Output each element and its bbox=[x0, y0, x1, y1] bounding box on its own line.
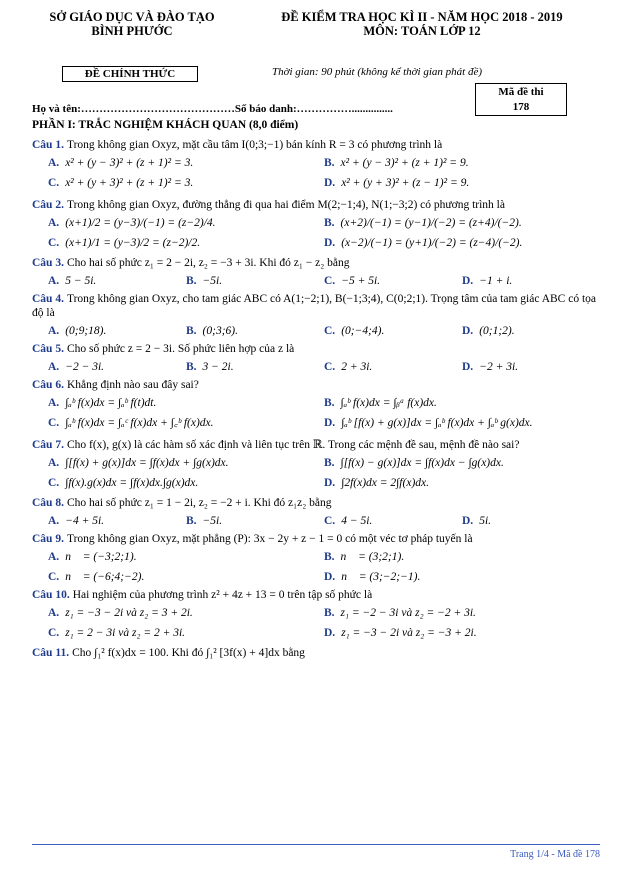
option-text: −4 + 5i. bbox=[65, 515, 105, 527]
option-text: (0;9;18). bbox=[65, 325, 107, 337]
exam-code-value: 178 bbox=[512, 101, 530, 113]
question-10 bbox=[32, 588, 600, 640]
answer-options bbox=[48, 396, 600, 430]
option-letter: A. bbox=[48, 397, 60, 409]
question-label: Câu 2. bbox=[32, 199, 64, 211]
option-letter: D. bbox=[324, 237, 336, 249]
answer-options bbox=[48, 216, 600, 250]
option-letter: B. bbox=[186, 275, 197, 287]
option-text: 4 − 5i. bbox=[341, 515, 373, 527]
answer-option[interactable] bbox=[48, 570, 324, 584]
option-text: n⃗ = (−6;4;−2). bbox=[65, 571, 145, 583]
question-8 bbox=[32, 496, 600, 528]
option-text: −2 + 3i. bbox=[479, 361, 519, 373]
answer-option[interactable] bbox=[186, 514, 324, 528]
answer-option[interactable] bbox=[324, 396, 600, 410]
option-letter: D. bbox=[324, 571, 336, 583]
option-letter: A. bbox=[48, 457, 60, 469]
option-letter: B. bbox=[186, 361, 197, 373]
answer-option[interactable] bbox=[324, 216, 600, 230]
department-block bbox=[32, 10, 232, 38]
option-letter: C. bbox=[324, 515, 336, 527]
answer-option[interactable] bbox=[324, 176, 600, 190]
option-text: x² + (y + 3)² + (z + 1)² = 3. bbox=[65, 177, 194, 189]
answer-option[interactable] bbox=[48, 274, 186, 288]
option-letter: A. bbox=[48, 325, 60, 337]
answer-option[interactable] bbox=[186, 360, 324, 374]
answer-option[interactable] bbox=[48, 550, 324, 564]
question-5 bbox=[32, 342, 600, 374]
option-text: −2 − 3i. bbox=[65, 361, 105, 373]
option-text: ∫ₐᵇ f(x)dx = ∫ᵦᵃ f(x)dx. bbox=[340, 397, 437, 409]
answer-options bbox=[48, 606, 600, 640]
question-7 bbox=[32, 438, 600, 490]
option-text: ∫[f(x) − g(x)]dx = ∫f(x)dx − ∫g(x)dx. bbox=[340, 457, 504, 469]
answer-option[interactable] bbox=[48, 456, 324, 470]
option-text: ∫ₐᵇ [f(x) + g(x)]dx = ∫ₐᵇ f(x)dx + ∫ₐᵇ g(x)dx. bbox=[341, 417, 533, 429]
subject-title: MÔN: TOÁN LỚP 12 bbox=[363, 24, 481, 38]
answer-options bbox=[48, 324, 600, 338]
question-6 bbox=[32, 378, 600, 430]
option-letter: D. bbox=[462, 275, 474, 287]
option-text: n⃗ = (3;−2;−1). bbox=[341, 571, 421, 583]
answer-option[interactable] bbox=[462, 324, 600, 338]
exam-code-box bbox=[475, 83, 567, 116]
question-text: Trong không gian Oxyz, cho tam giác ABC có A(1;−2;1), B(−1;3;4), C(0;2;1). Trọng tâm của tam giác ABC có tọa độ là bbox=[32, 293, 596, 319]
option-text: (x+1)/2 = (y−3)/(−1) = (z−2)/4. bbox=[65, 217, 216, 229]
option-text: 2 + 3i. bbox=[341, 361, 373, 373]
option-text: (x−2)/(−1) = (y+1)/(−2) = (z−4)/(−2). bbox=[341, 237, 523, 249]
exam-title: ĐỀ KIỂM TRA HỌC KÌ II - NĂM HỌC 2018 - 2019 bbox=[281, 10, 563, 24]
option-text: z₁ = −3 − 2i và z₂ = 3 + 2i. bbox=[65, 607, 193, 619]
answer-option[interactable] bbox=[324, 274, 462, 288]
question-text: Trong không gian Oxyz, mặt phẳng (P): 3x − 2y + z − 1 = 0 có một véc tơ pháp tuyến là bbox=[66, 533, 473, 545]
question-4 bbox=[32, 292, 600, 338]
option-text: 3 − 2i. bbox=[202, 361, 234, 373]
answer-option[interactable] bbox=[48, 360, 186, 374]
answer-option[interactable] bbox=[324, 514, 462, 528]
question-text: Trong không gian Oxyz, mặt cầu tâm I(0;3;−1) bán kính R = 3 có phương trình là bbox=[66, 139, 443, 151]
option-letter: C. bbox=[324, 325, 336, 337]
option-letter: B. bbox=[324, 217, 335, 229]
option-letter: B. bbox=[324, 397, 335, 409]
option-text: (0;1;2). bbox=[479, 325, 515, 337]
answer-option[interactable] bbox=[324, 236, 600, 250]
question-3 bbox=[32, 256, 600, 288]
option-text: −1 + i. bbox=[479, 275, 513, 287]
question-label: Câu 8. bbox=[32, 497, 64, 509]
option-letter: C. bbox=[48, 417, 60, 429]
option-letter: B. bbox=[186, 515, 197, 527]
question-text: Cho hai số phức z₁ = 1 − 2i, z₂ = −2 + i. Khi đó z₁z₂ bằng bbox=[66, 497, 332, 509]
question-text: Cho số phức z = 2 − 3i. Số phức liên hợp của z là bbox=[66, 343, 295, 355]
question-label: Câu 6. bbox=[32, 379, 64, 391]
answer-option[interactable] bbox=[324, 476, 600, 490]
question-label: Câu 5. bbox=[32, 343, 64, 355]
option-text: z₁ = −3 − 2i và z₂ = −3 + 2i. bbox=[341, 627, 477, 639]
option-letter: C. bbox=[48, 571, 60, 583]
option-letter: D. bbox=[324, 177, 336, 189]
option-letter: D. bbox=[462, 361, 474, 373]
question-label: Câu 9. bbox=[32, 533, 64, 545]
option-letter: A. bbox=[48, 551, 60, 563]
page-header bbox=[32, 10, 600, 58]
question-text: Hai nghiệm của phương trình z² + 4z + 13 = 0 trên tập số phức là bbox=[72, 589, 373, 601]
answer-options bbox=[48, 360, 600, 374]
option-text: −5i. bbox=[202, 515, 223, 527]
option-letter: C. bbox=[48, 177, 60, 189]
question-1 bbox=[32, 138, 600, 190]
option-letter: B. bbox=[324, 551, 335, 563]
province-name: BÌNH PHƯỚC bbox=[91, 24, 173, 38]
option-text: (x+1)/1 = (y−3)/2 = (z−2)/2. bbox=[65, 237, 201, 249]
option-letter: D. bbox=[324, 417, 336, 429]
option-letter: C. bbox=[324, 275, 336, 287]
option-letter: D. bbox=[324, 477, 336, 489]
time-note: Thời gian: 90 phút (không kể thời gian phát đề) bbox=[272, 66, 483, 78]
candidate-info-line: Họ và tên:……………………………………Số báo danh:……………............... bbox=[32, 103, 393, 115]
option-text: n⃗ = (3;2;1). bbox=[340, 551, 405, 563]
answer-option[interactable] bbox=[48, 416, 324, 430]
answer-option[interactable] bbox=[48, 606, 324, 620]
answer-options bbox=[48, 274, 600, 288]
option-text: −5 + 5i. bbox=[341, 275, 381, 287]
option-text: ∫f(x).g(x)dx = ∫f(x)dx.∫g(x)dx. bbox=[65, 477, 199, 489]
option-text: −5i. bbox=[202, 275, 223, 287]
option-letter: D. bbox=[462, 515, 474, 527]
answer-option[interactable] bbox=[48, 514, 186, 528]
option-text: n⃗ = (−3;2;1). bbox=[65, 551, 137, 563]
question-list bbox=[32, 138, 600, 660]
answer-option[interactable] bbox=[186, 274, 324, 288]
option-text: 5 − 5i. bbox=[65, 275, 97, 287]
option-text: 5i. bbox=[479, 515, 492, 527]
question-text: Cho f(x), g(x) là các hàm số xác định và liên tục trên ℝ. Trong các mệnh đề sau, mệnh đề nào sai? bbox=[66, 439, 520, 451]
question-label: Câu 4. bbox=[32, 293, 64, 305]
answer-options bbox=[48, 156, 600, 190]
option-letter: A. bbox=[48, 607, 60, 619]
question-label: Câu 3. bbox=[32, 257, 64, 269]
answer-option[interactable] bbox=[324, 606, 600, 620]
option-text: x² + (y − 3)² + (z + 1)² = 3. bbox=[65, 157, 194, 169]
answer-option[interactable] bbox=[324, 156, 600, 170]
exam-title-block bbox=[242, 10, 602, 38]
page-footer: Trang 1/4 - Mã đề 178 bbox=[32, 844, 600, 860]
option-text: ∫[f(x) + g(x)]dx = ∫f(x)dx + ∫g(x)dx. bbox=[65, 457, 229, 469]
question-text: Khẳng định nào sau đây sai? bbox=[66, 379, 199, 391]
option-letter: A. bbox=[48, 275, 60, 287]
answer-option[interactable] bbox=[324, 550, 600, 564]
answer-options bbox=[48, 550, 600, 584]
answer-option[interactable] bbox=[462, 514, 600, 528]
option-letter: B. bbox=[324, 607, 335, 619]
option-letter: B. bbox=[324, 457, 335, 469]
answer-option[interactable] bbox=[324, 456, 600, 470]
question-text: Cho hai số phức z₁ = 2 − 2i, z₂ = −3 + 3i. Khi đó z₁ − z₂ bằng bbox=[66, 257, 350, 269]
answer-options bbox=[48, 456, 600, 490]
question-11 bbox=[32, 646, 600, 660]
question-label: Câu 10. bbox=[32, 589, 70, 601]
question-9 bbox=[32, 532, 600, 584]
answer-option[interactable] bbox=[186, 324, 324, 338]
option-text: z₁ = 2 − 3i và z₂ = 2 + 3i. bbox=[65, 627, 186, 639]
option-text: ∫ₐᵇ f(x)dx = ∫ₐᵇ f(t)dt. bbox=[65, 397, 157, 409]
option-text: z₁ = −2 − 3i và z₂ = −2 + 3i. bbox=[340, 607, 476, 619]
answer-option[interactable] bbox=[48, 236, 324, 250]
option-text: ∫ₐᵇ f(x)dx = ∫ₐᶜ f(x)dx + ∫꜀ᵇ f(x)dx. bbox=[65, 417, 214, 429]
option-letter: D. bbox=[324, 627, 336, 639]
answer-option[interactable] bbox=[324, 570, 600, 584]
answer-option[interactable] bbox=[48, 396, 324, 410]
option-letter: A. bbox=[48, 361, 60, 373]
option-text: ∫2f(x)dx = 2∫f(x)dx. bbox=[341, 477, 429, 489]
option-letter: B. bbox=[186, 325, 197, 337]
answer-option[interactable] bbox=[48, 176, 324, 190]
option-letter: C. bbox=[48, 627, 60, 639]
answer-options bbox=[48, 514, 600, 528]
option-letter: D. bbox=[462, 325, 474, 337]
part-title: PHẦN I: TRẮC NGHIỆM KHÁCH QUAN (8,0 điểm) bbox=[32, 119, 299, 131]
option-letter: A. bbox=[48, 157, 60, 169]
answer-option[interactable] bbox=[324, 626, 600, 640]
answer-option[interactable] bbox=[48, 216, 324, 230]
exam-code-label: Mã đề thi bbox=[498, 86, 544, 98]
answer-option[interactable] bbox=[324, 416, 600, 430]
answer-option[interactable] bbox=[324, 324, 462, 338]
question-label: Câu 1. bbox=[32, 139, 64, 151]
option-text: x² + (y + 3)² + (z − 1)² = 9. bbox=[341, 177, 470, 189]
option-letter: C. bbox=[48, 237, 60, 249]
question-text: Trong không gian Oxyz, đường thẳng đi qua hai điểm M(2;−1;4), N(1;−3;2) có phương trình là bbox=[66, 199, 505, 211]
option-letter: B. bbox=[324, 157, 335, 169]
option-text: (x+2)/(−1) = (y−1)/(−2) = (z+4)/(−2). bbox=[340, 217, 522, 229]
answer-option[interactable] bbox=[48, 476, 324, 490]
answer-option[interactable] bbox=[462, 274, 600, 288]
answer-option[interactable] bbox=[462, 360, 600, 374]
department-name: SỞ GIÁO DỤC VÀ ĐÀO TẠO bbox=[49, 10, 215, 24]
option-letter: C. bbox=[48, 477, 60, 489]
option-text: (0;−4;4). bbox=[341, 325, 385, 337]
answer-option[interactable] bbox=[48, 324, 186, 338]
option-text: (0;3;6). bbox=[202, 325, 238, 337]
option-letter: C. bbox=[324, 361, 336, 373]
question-2 bbox=[32, 198, 600, 250]
official-badge: ĐỀ CHÍNH THỨC bbox=[62, 66, 198, 82]
question-text: Cho ∫₁² f(x)dx = 100. Khi đó ∫₁² [3f(x) + 4]dx bằng bbox=[72, 647, 305, 659]
answer-option[interactable] bbox=[48, 626, 324, 640]
answer-option[interactable] bbox=[48, 156, 324, 170]
option-letter: A. bbox=[48, 515, 60, 527]
answer-option[interactable] bbox=[324, 360, 462, 374]
option-letter: A. bbox=[48, 217, 60, 229]
option-text: x² + (y − 3)² + (z + 1)² = 9. bbox=[340, 157, 469, 169]
question-label: Câu 7. bbox=[32, 439, 64, 451]
question-label: Câu 11. bbox=[32, 647, 70, 659]
